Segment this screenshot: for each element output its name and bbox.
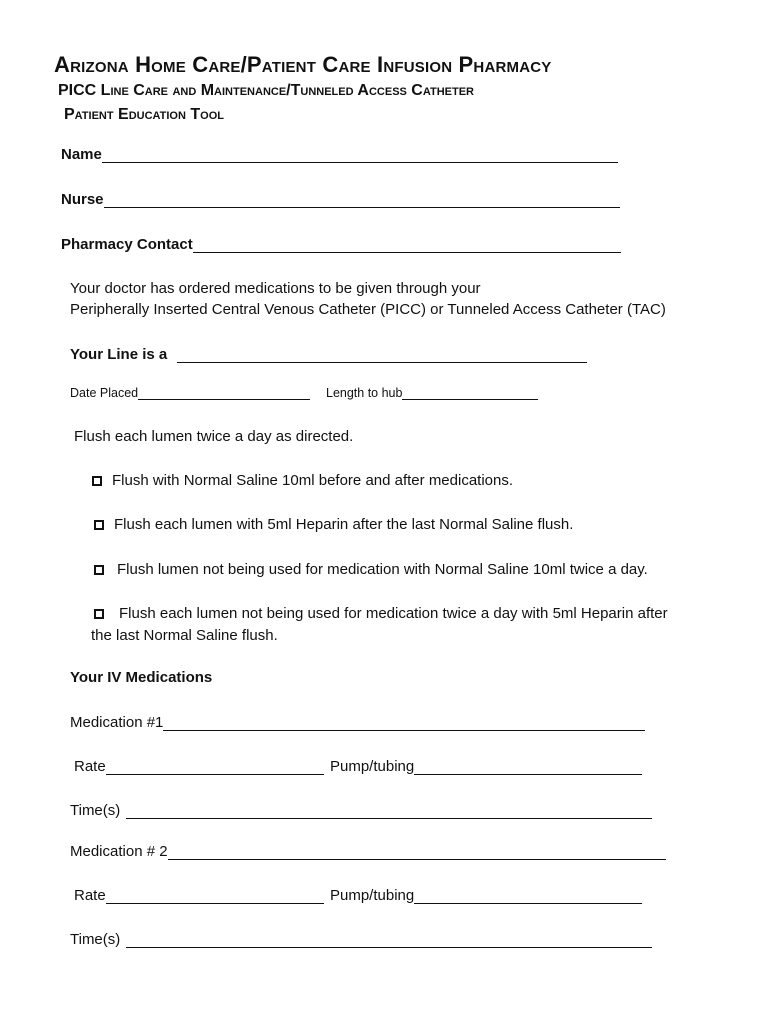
pump-1-row — [330, 758, 642, 775]
rate-1-field[interactable] — [106, 773, 324, 775]
name-label: Name — [61, 146, 102, 163]
rate-2-label: Rate — [74, 887, 106, 904]
nurse-field[interactable] — [104, 206, 620, 208]
checkbox-icon[interactable] — [94, 609, 104, 619]
medication-2-field[interactable] — [168, 858, 666, 860]
line-type-field[interactable] — [177, 361, 587, 363]
flush-option-2 — [94, 516, 573, 533]
times-1-row — [70, 802, 652, 819]
pump-tubing-2-field[interactable] — [414, 902, 642, 904]
name-row — [61, 146, 618, 163]
intro-line-1: Your doctor has ordered medications to be given through your — [70, 280, 481, 297]
checkbox-icon[interactable] — [94, 520, 104, 530]
pump-2-row — [330, 887, 642, 904]
flush-option-4-continued: the last Normal Saline flush. — [91, 627, 278, 644]
tool-title: Patient Education Tool — [64, 106, 224, 123]
rate-1-label: Rate — [74, 758, 106, 775]
nurse-row — [61, 191, 620, 208]
pump-tubing-1-label: Pump/tubing — [330, 758, 415, 775]
rate-2-field[interactable] — [106, 902, 324, 904]
line-type-label: Your Line is a — [70, 346, 168, 363]
nurse-label: Nurse — [61, 191, 104, 208]
flush-option-3-text: Flush lumen not being used for medication with Normal Saline 10ml twice a day. — [117, 561, 648, 578]
length-to-hub-label: Length to hub — [326, 386, 403, 400]
checkbox-icon[interactable] — [94, 565, 104, 575]
pump-tubing-1-field[interactable] — [414, 773, 642, 775]
line-type-row — [70, 346, 587, 363]
flush-option-4-text: Flush each lumen not being used for medication twice a day with 5ml Heparin after — [119, 605, 668, 622]
date-placed-field[interactable] — [138, 398, 310, 400]
pharmacy-contact-label: Pharmacy Contact — [61, 236, 193, 253]
times-2-field[interactable] — [126, 946, 652, 948]
flush-option-4 — [94, 605, 668, 622]
checkbox-icon[interactable] — [92, 476, 102, 486]
times-1-field[interactable] — [126, 817, 652, 819]
form-title: Arizona Home Care/Patient Care Infusion Pharmacy — [54, 52, 552, 77]
times-2-label: Time(s) — [70, 931, 121, 948]
medication-1-row — [70, 714, 645, 731]
medication-1-field[interactable] — [163, 729, 645, 731]
length-to-hub-field[interactable] — [402, 398, 538, 400]
intro-line-2: Peripherally Inserted Central Venous Catheter (PICC) or Tunneled Access Catheter (TAC) — [70, 301, 666, 318]
times-2-row — [70, 931, 652, 948]
date-placed-label: Date Placed — [70, 386, 139, 400]
flush-option-2-text: Flush each lumen with 5ml Heparin after the last Normal Saline flush. — [114, 516, 574, 533]
length-to-hub-row — [326, 386, 538, 400]
pharmacy-row — [61, 236, 621, 253]
iv-medications-heading: Your IV Medications — [70, 669, 213, 686]
flush-option-1-text: Flush with Normal Saline 10ml before and after medications. — [112, 472, 514, 489]
medication-2-row — [70, 843, 666, 860]
medication-1-label: Medication #1 — [70, 714, 164, 731]
name-field[interactable] — [102, 161, 618, 163]
times-1-label: Time(s) — [70, 802, 121, 819]
pump-tubing-2-label: Pump/tubing — [330, 887, 415, 904]
pharmacy-contact-field[interactable] — [193, 251, 621, 253]
flush-option-3 — [94, 561, 648, 578]
flush-option-1 — [92, 472, 513, 489]
rate-2-row — [74, 887, 324, 904]
form-subtitle: PICC Line Care and Maintenance/Tunneled Access Catheter — [58, 82, 474, 99]
date-placed-row — [70, 386, 310, 400]
rate-1-row — [74, 758, 324, 775]
medication-2-label: Medication # 2 — [70, 843, 168, 860]
flush-intro: Flush each lumen twice a day as directed. — [74, 428, 354, 445]
